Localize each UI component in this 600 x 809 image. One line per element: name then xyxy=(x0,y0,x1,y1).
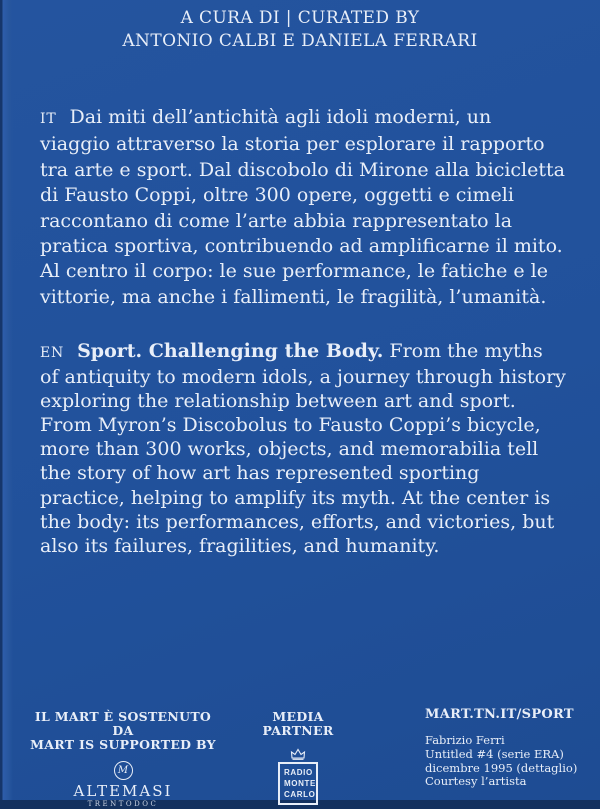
intro-paragraph-italian xyxy=(40,105,570,310)
rmc-logo-word: MONTE xyxy=(284,779,316,788)
altemasi-trentodoc-label: TRENTODOC xyxy=(87,800,159,808)
photo-credit xyxy=(425,734,577,789)
text-line: Al centro il corpo: le sue performance, le fatiche e le xyxy=(40,260,548,283)
text-line: also its failures, fragilities, and humanity. xyxy=(40,534,440,557)
text-line: more than 300 works, objects, and memorabilia tell xyxy=(40,438,539,461)
supporter-column xyxy=(28,710,218,809)
credit-line: Courtesy l’artista xyxy=(425,774,527,789)
curated-by-line: A CURA DI | CURATED BY xyxy=(180,8,420,28)
crown-icon xyxy=(289,748,307,760)
text-line: the story of how art has represented sporting xyxy=(40,462,480,485)
supporter-label xyxy=(28,710,218,752)
credit-line: Untitled #4 (serie ERA) xyxy=(425,746,564,761)
radio-monte-carlo-logo xyxy=(278,762,318,805)
text-line: IT Dai miti dell’antichità agli idoli moderni, un xyxy=(40,106,492,128)
text-line: di Fausto Coppi, oltre 300 opere, oggetti e cimeli xyxy=(40,184,514,207)
media-partner-label: MEDIA PARTNER xyxy=(262,709,334,738)
text-line: EN Sport. Challenging the Body. From the myths xyxy=(40,340,543,362)
website-credit-column xyxy=(425,708,585,789)
text-line: practice, helping to amplify its myth. At the center is xyxy=(40,486,551,509)
text-line: exploring the relationship between art and sport. xyxy=(40,390,516,413)
text-line: viaggio attraverso la storia per esplorare il rapporto xyxy=(40,133,545,156)
rmc-logo-word: RADIO xyxy=(284,768,313,777)
rmc-logo-word: CARLO xyxy=(284,790,316,799)
text-line: From Myron’s Discobolus to Fausto Coppi’s bicycle, xyxy=(40,414,541,437)
text-line: vittorie, ma anche i fallimenti, le fragilità, l’umanità. xyxy=(40,285,547,308)
intro-paragraph-english xyxy=(40,339,570,558)
curators-header xyxy=(0,7,600,52)
text-line: tra arte e sport. Dal discobolo di Mirone alla bicicletta xyxy=(40,158,565,181)
supporter-label-en: MART IS SUPPORTED BY xyxy=(30,737,216,752)
text-line: the body: its performances, efforts, and victories, but xyxy=(40,510,555,533)
website-url: MART.TN.IT/SPORT xyxy=(425,707,574,722)
text-line: pratica sportiva, contribuendo ad amplificarne il mito. xyxy=(40,235,563,258)
poster-left-edge xyxy=(0,0,13,800)
credit-line: Fabrizio Ferri xyxy=(425,733,505,747)
supporter-label-it: IL MART È SOSTENUTO DA xyxy=(34,709,212,738)
text-line: raccontano di come l’arte abbia rappresentato la xyxy=(40,209,513,232)
altemasi-logo: ALTEMASI xyxy=(73,782,173,800)
credit-line: dicembre 1995 (dettaglio) xyxy=(425,760,578,775)
altemasi-emblem-icon xyxy=(114,761,133,780)
curators-names: ANTONIO CALBI E DANIELA FERRARI xyxy=(122,30,478,51)
altemasi-monogram: M xyxy=(117,764,129,776)
media-partner-column xyxy=(238,710,358,805)
text-line: of antiquity to modern idols, a journey through history xyxy=(40,366,566,389)
